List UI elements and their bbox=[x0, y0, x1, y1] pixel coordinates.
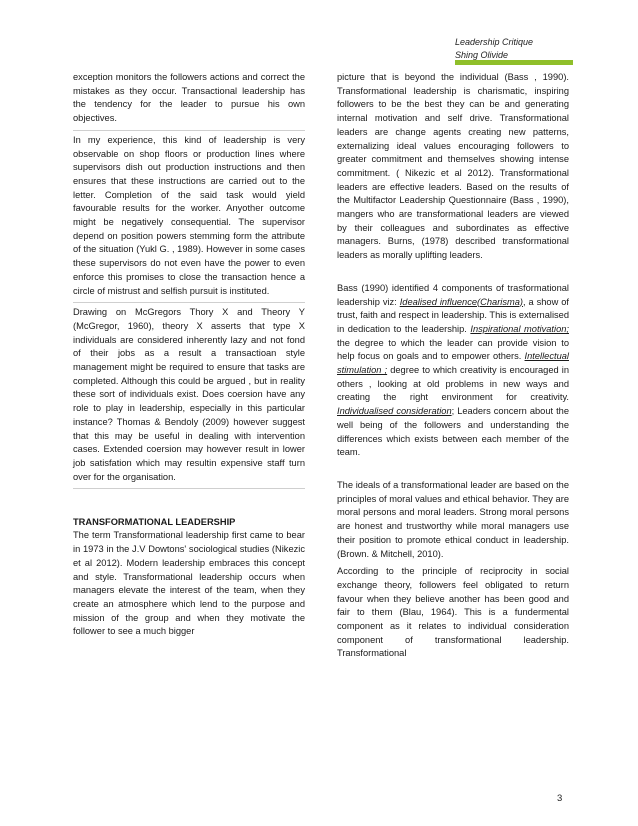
term-idealised-influence: Idealised influence(Charisma) bbox=[399, 296, 524, 307]
term-individualised-consideration: Individualised consideration bbox=[337, 406, 452, 417]
term-inspirational-motivation: Inspirational motivation; bbox=[470, 323, 569, 334]
right-paragraph-3: The ideals of a transformational leader are based on the principles of moral values and ethical behavior. They are moral persons and moral leaders. Strong moral persons are honest and trustworthy while moral managers use their position to promote ethical conduct in leadership. (Brown. & Mitchell, 2010). bbox=[337, 479, 569, 559]
term3-description: degree to which creativity is encouraged in others , looking at old problems in new ways and creating the right environment for creativity. bbox=[337, 365, 569, 403]
left-paragraph-1: exception monitors the followers actions and correct the mistakes as they occur. Transactional leadership has the tendency for the leader to pursue his own objectives. bbox=[73, 66, 305, 131]
header-author: Shing Olivide bbox=[455, 50, 509, 60]
term2-description: the degree to which the leader can provide vision to help focus on goals and to empower others. bbox=[337, 337, 569, 362]
running-header bbox=[455, 36, 575, 62]
components-intro: Bass (1990) identified 4 components of trasformational leadership viz: bbox=[337, 282, 569, 307]
right-paragraph-2 bbox=[337, 279, 569, 464]
header-accent-rule bbox=[455, 60, 573, 65]
term1-description: , a show of trust, faith and respect in leadership. This is externalised in dedication to the leadership. bbox=[337, 296, 569, 334]
left-paragraph-2: In my experience, this kind of leadership is very observable on shop floors or production lines where supervisors dish out production instructions and then ensures that these instructions are carried out to the letter. Completion of the said task would yield favourable results for the worker. Anyother outcome might be negatively consequential. The supervisor depend on position powers stemming form the attribute of the situation (Yukl G. , 1989). However in some cases these supervisors do not even have the power to even enforce this promises to close the transaction hence a circle of mistrust and selfish pursuit is instituted. bbox=[73, 131, 305, 303]
left-column bbox=[73, 66, 305, 643]
right-paragraph-4: According to the principle of reciprocity in social exchange theory, followers feel obligated to return favour when they believe another has been good and fair to them (Blau, 1964). This is a fundermental component as it relates to individual consideration component of transformational leadership. Transformational bbox=[337, 566, 569, 659]
right-paragraph-1: picture that is beyond the individual (Bass , 1990). Transformational leadership is charismatic, inspiring followers to be the best they can be and generating internal motivation and self drive. Transformational leaders are change agents creating new patterns, externalizing ideal values encouraging followers to greater commitment and themselves showing intense commitment. ( Nikezic et al 2012). Transformational leaders are effective leaders. Based on the results of the Multifactor Leadership Questionnaire (Bass , 1990), mangers who are transformational leaders are viewed by their colleagues and subordinates as effective managers. Burns, (1978) described transformational leaders as morally uplifting leaders. bbox=[337, 72, 569, 261]
left-paragraph-4: The term Transformational leadership first came to bear in 1973 in the J.V Dowtons' sociological studies (Nikezic et al 2012). Modern leadership embraces this concept and style. Transformational leadership occurs when managers elevate the interest of the team, when they create an atmosphere which lend to the purpose and mission of the group and when they motivate the follower to see a much bigger bbox=[73, 530, 305, 637]
right-column bbox=[337, 66, 569, 665]
header-title: Leadership Critique bbox=[455, 37, 534, 47]
section-heading: TRANSFORMATIONAL LEADERSHIP bbox=[73, 517, 236, 528]
page-number: 3 bbox=[557, 793, 563, 804]
left-paragraph-3: Drawing on McGregors Thory X and Theory Y (McGregor, 1960), theory X asserts that type X individuals are considered inherently lazy and not fond of their jobs as a result a transactioan style management might be required to ensure that tasks are completed. Although this could be argued , but in reality these sort of individuals exist. Does coersion have any role to play in leadership, especially in this particular instance? Thomas & Bendoly (2009) however suggest that this may be useful in dealing with intervention cases. Extended coersion may however result in lower job satisfation which may resultin expensive staff turn over for the organisation. bbox=[73, 303, 305, 489]
term4-description: ; Leaders concern about the well being of the followers and understanding the differences which exists between each member of the team. bbox=[337, 406, 570, 458]
term-intellectual-stimulation: Intellectual stimulation ; bbox=[337, 351, 569, 376]
